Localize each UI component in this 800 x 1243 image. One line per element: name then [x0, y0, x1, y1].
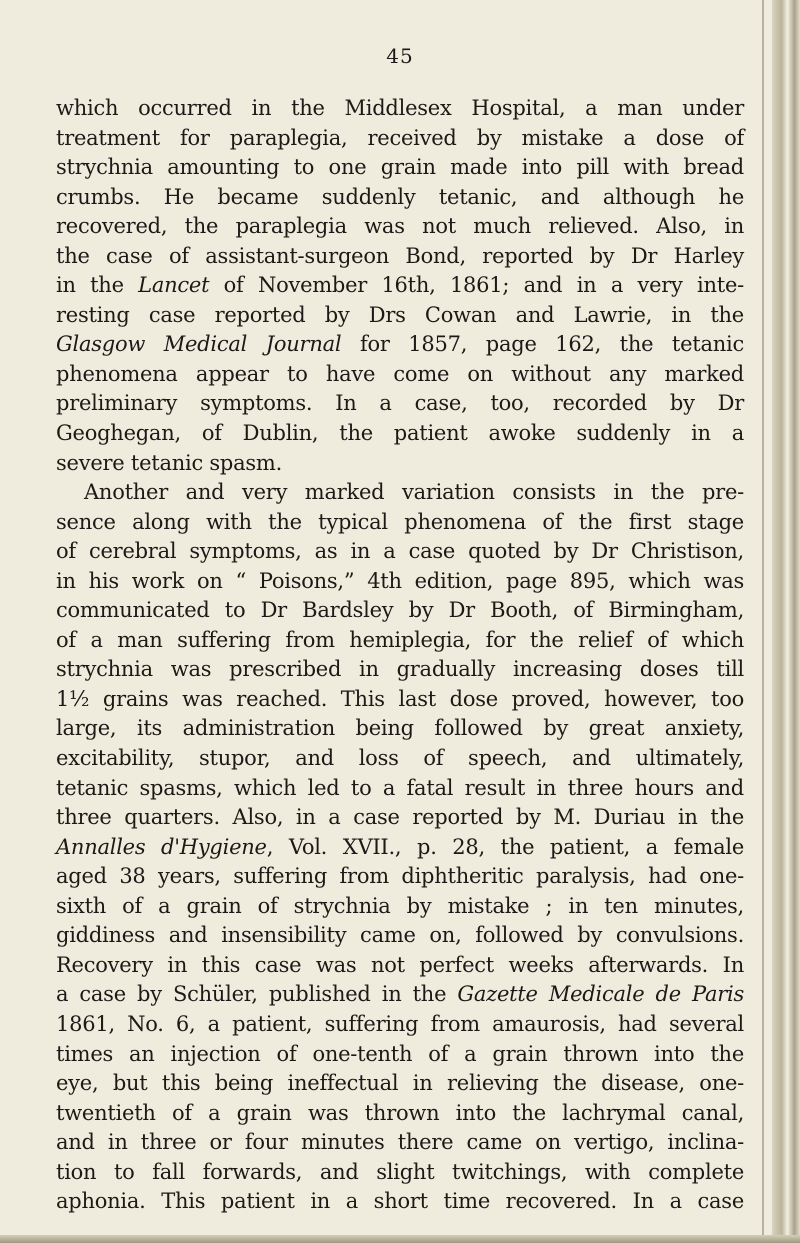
text-line: 1861, No. 6, a patient, suffering from amaurosis, had several	[56, 1011, 744, 1036]
text-line: resting case reported by Drs Cowan and Lawrie, in the	[56, 302, 744, 327]
text-line: in his work on “ Poisons,” 4th edition, page 895, which was	[56, 568, 744, 593]
text-line: in the Lancet of November 16th, 1861; and in a very inte-	[56, 273, 744, 298]
text-line: of cerebral symptoms, as in a case quoted by Dr Christison,	[56, 539, 744, 564]
text-line: communicated to Dr Bardsley by Dr Booth, of Birmingham,	[56, 598, 744, 623]
text-line: giddiness and insensibility came on, followed by convulsions.	[56, 923, 744, 948]
text-line: a case by Schüler, published in the Gazette Medicale de Paris	[56, 982, 745, 1007]
text-line: the case of assistant-surgeon Bond, reported by Dr Harley	[56, 243, 744, 268]
text-line: aged 38 years, suffering from diphtheritic paralysis, had one-	[56, 864, 744, 889]
text-line: treatment for paraplegia, received by mistake a dose of	[56, 125, 744, 150]
text-line: phenomena appear to have come on without any marked	[56, 361, 744, 386]
text-line: strychnia was prescribed in gradually increasing doses till	[56, 657, 744, 682]
text-line: 1½ grains was reached. This last dose proved, however, too	[56, 686, 744, 711]
text-line: tion to fall forwards, and slight twitchings, with complete	[56, 1159, 744, 1184]
text-line: Annalles d'Hygiene, Vol. XVII., p. 28, the patient, a female	[56, 834, 745, 859]
text-line: and in three or four minutes there came on vertigo, inclina-	[56, 1130, 744, 1155]
text-line: Glasgow Medical Journal for 1857, page 162, the tetanic	[56, 332, 744, 357]
body-text	[56, 94, 744, 1217]
text-line: large, its administration being followed by great anxiety,	[56, 716, 744, 741]
text-line: which occurred in the Middlesex Hospital, a man under	[56, 96, 744, 120]
text-line: severe tetanic spasm.	[56, 450, 282, 475]
text-line: aphonia. This patient in a short time recovered. In a case	[56, 1189, 744, 1214]
text-line: recovered, the paraplegia was not much relieved. Also, in	[56, 214, 744, 239]
text-line: excitability, stupor, and loss of speech, and ultimately,	[56, 746, 744, 771]
text-line: strychnia amounting to one grain made into pill with bread	[56, 155, 744, 180]
page-bottom-edge	[0, 1235, 800, 1243]
text-line: eye, but this being ineffectual in relieving the disease, one-	[56, 1071, 744, 1096]
text-line: Recovery in this case was not perfect weeks afterwards. In	[56, 952, 744, 977]
page-number: 45	[386, 44, 414, 68]
text-line: Another and very marked variation consists in the pre-	[84, 480, 744, 505]
text-line: of a man suffering from hemiplegia, for the relief of which	[56, 627, 744, 652]
text-line: crumbs. He became suddenly tetanic, and although he	[56, 184, 744, 209]
text-line: sence along with the typical phenomena of the first stage	[56, 509, 744, 534]
text-line: preliminary symptoms. In a case, too, recorded by Dr	[56, 391, 744, 416]
text-line: twentieth of a grain was thrown into the lachrymal canal,	[56, 1100, 744, 1125]
page-edge	[772, 0, 800, 1243]
text-line: three quarters. Also, in a case reported by M. Duriau in the	[56, 805, 744, 830]
text-line: tetanic spasms, which led to a fatal result in three hours and	[56, 775, 744, 800]
text-line: sixth of a grain of strychnia by mistake ; in ten minutes,	[56, 893, 744, 918]
text-line: times an injection of one-tenth of a grain thrown into the	[56, 1041, 744, 1066]
text-line: Geoghegan, of Dublin, the patient awoke suddenly in a	[56, 421, 744, 446]
page-gutter-line	[762, 0, 764, 1243]
